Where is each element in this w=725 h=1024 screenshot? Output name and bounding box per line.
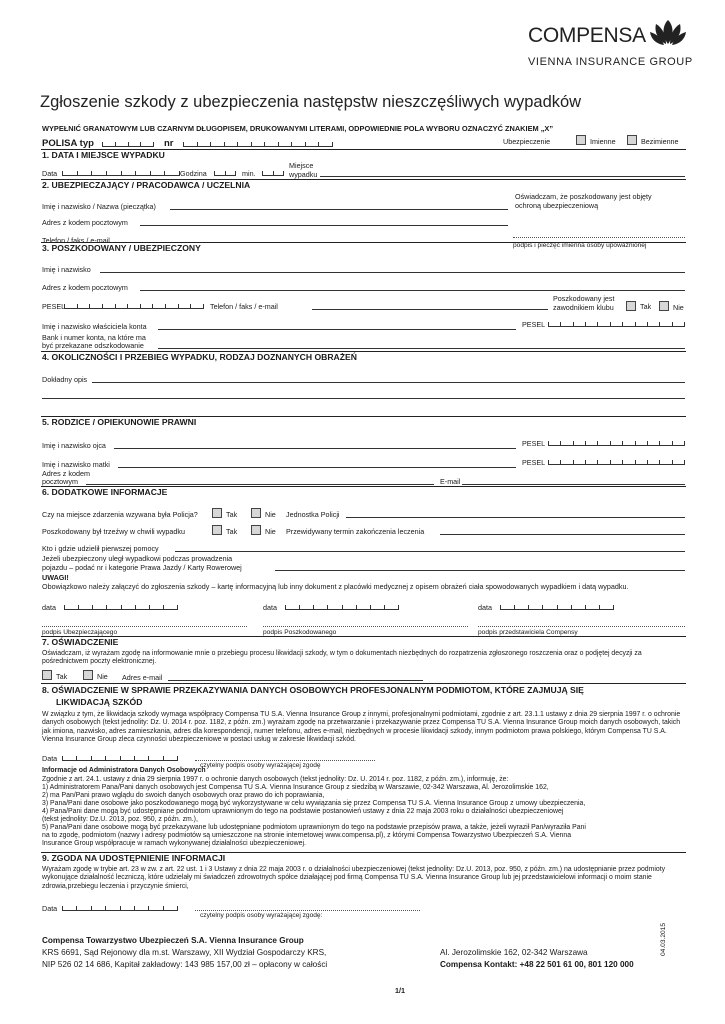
footer-contact: Compensa Kontakt: +48 22 501 61 00, 801 120 000 [440, 960, 634, 969]
oswiadczam-line-2: ochroną ubezpieczeniową [515, 201, 599, 210]
bank-label-1: Bank i numer konta, na które ma [42, 333, 146, 342]
email-consent-tak-label: Tak [56, 672, 68, 681]
description-line-2[interactable] [42, 398, 685, 399]
signature-date-label-2: data [263, 603, 277, 612]
s8-signature-field[interactable] [195, 760, 375, 761]
miejsce-label-2: wypadku [289, 170, 318, 179]
s8-date-label: Data [42, 754, 58, 763]
parents-email-field[interactable] [462, 484, 685, 485]
policyholder-signature-field[interactable] [42, 626, 247, 627]
miejsce-label-1: Miejsce [289, 161, 314, 170]
group-name: VIENNA INSURANCE GROUP [528, 56, 693, 68]
signature-date-field-3[interactable] [500, 605, 614, 610]
admin-info-item-5a: 5) Pana/Pani dane osobowe mogą być przekazywane lub udostępniane podmiotom uprawnionym do tego na podstawie przepisów prawa, a także, jeżeli wyraził Pan/wyraziła Pani [42, 824, 586, 831]
admin-info-intro: Zgodnie z art. 24.1. ustawy z dnia 29 sierpnia 1997 r. o ochronie danych osobowych (tekst jednolity: Dz. U. 2014 r. poz. 1182, z późn. zm.), informuję, że: [42, 776, 509, 783]
bezimienne-label: Bezimienne [641, 137, 679, 146]
police-tak-checkbox[interactable] [212, 508, 222, 518]
father-pesel-field[interactable] [548, 441, 685, 446]
policyholder-address-field[interactable] [140, 225, 508, 226]
authorized-signature-field[interactable] [513, 237, 685, 238]
admin-info-item-3: 3) Pana/Pani dane osobowe jako poszkodowanego mogą być wykorzystywane w celu wywiązania się przez Compensa TU S.A. Vienna Insurance Group z umowy ubezpieczenia, [42, 800, 586, 807]
statement-8-text: W związku z tym, że likwidacja szkody wymaga współpracy Compensa TU S.A. Vienna Insurance Group z innymi, profesjonalnymi podmiotami, zgodnie z art. 23.1.1 ustawy z dnia 29 sierpnia 1997 r. o ochronie danych osobowych (tekst jednolity: Dz. U. 2014 r. poz. 1182, z późn. zm.) wyrażam zgodę na przetwarzanie i przekazywanie przez Compensa TU S.A. Vienna Insurance Group moich danych osobowych, takich jak imiona, nazwisko, adres zamieszkania, adres dla korespondencji, numer telefonu, adres e-mail, niezbędnych w procesie likwidacji szkody, innym podmiotom prawa polskiego, którym Compensa TU S.A. Vienna Insurance Group zleca czynności ubezpieczeniowe w postaci usług w zakresie likwidacji szkód. [42, 711, 681, 744]
godzina-label: Godzina [180, 169, 207, 178]
footer-nip: NIP 526 02 14 686, Kapitał zakładowy: 143 985 157,00 zł – opłacony w całości [42, 960, 328, 969]
driving-license-field[interactable] [275, 570, 685, 571]
minute-field[interactable] [262, 171, 284, 176]
insured-address-label: Adres z kodem pocztowym [42, 283, 128, 292]
father-name-field[interactable] [114, 448, 516, 449]
signature-date-label-1: data [42, 603, 56, 612]
parents-address-label-2: pocztowym [42, 477, 78, 486]
policyholder-name-field[interactable] [170, 209, 508, 210]
policyholder-name-label: Imię i nazwisko / Nazwa (pieczątka) [42, 202, 156, 211]
bank-account-field[interactable] [158, 348, 685, 349]
section-3-title: 3. POSZKODOWANY / UBEZPIECZONY [42, 243, 201, 253]
mother-pesel-label: PESEL [522, 458, 546, 467]
club-nie-label: Nie [673, 303, 684, 312]
polisa-number-field[interactable] [183, 142, 333, 147]
description-label: Dokładny opis [42, 375, 88, 384]
policyholder-address-label: Adres z kodem pocztowym [42, 218, 128, 227]
club-nie-checkbox[interactable] [659, 301, 669, 311]
nr-label: nr [164, 138, 174, 149]
signature-date-label-3: data [478, 603, 492, 612]
bezimienne-checkbox[interactable] [627, 135, 637, 145]
police-unit-label: Jednostka Policji [286, 510, 340, 519]
section-1-title: 1. DATA I MIEJSCE WYPADKU [42, 150, 165, 160]
footer-address: Al. Jerozolimskie 162, 02-342 Warszawa [440, 948, 588, 957]
date-field[interactable] [62, 171, 180, 176]
page-number: 1/1 [395, 986, 405, 995]
treatment-end-label: Przewidywany termin zakończenia leczenia [286, 527, 425, 536]
signature-date-field-1[interactable] [64, 605, 178, 610]
sober-nie-checkbox[interactable] [251, 525, 261, 535]
club-tak-checkbox[interactable] [626, 301, 636, 311]
driver-label-1: Jeżeli ubezpieczony uległ wypadkowi podczas prowadzenia [42, 554, 233, 563]
section-7-title: 7. OŚWIADCZENIE [42, 637, 119, 647]
police-nie-checkbox[interactable] [251, 508, 261, 518]
injured-signature-field[interactable] [263, 626, 468, 627]
club-label-2: zawodnikiem klubu [553, 303, 614, 312]
policyholder-signature-caption: podpis Ubezpieczającego [42, 629, 118, 636]
admin-info-item-5c: Insurance Group współpracuje w ramach wykonywanej działalności ubezpieczeniowej. [42, 840, 306, 847]
description-line-1[interactable] [92, 382, 685, 383]
policyholder-phone-label: Telefon / faks / e-mail [42, 236, 110, 245]
sober-question: Poszkodowany był trzeźwy w chwili wypadku [42, 527, 186, 536]
s9-date-field[interactable] [62, 906, 178, 911]
sober-tak-label: Tak [226, 527, 238, 536]
polisa-label: POLISA typ [42, 138, 94, 149]
s9-date-label: Data [42, 904, 58, 913]
insured-name-label: Imię i nazwisko [42, 265, 91, 274]
imienne-label: Imienne [590, 137, 616, 146]
hour-field[interactable] [214, 171, 236, 176]
section-2-title: 2. UBEZPIECZAJĄCY / PRACODAWCA / UCZELNIA [42, 180, 251, 190]
signature-date-field-2[interactable] [285, 605, 399, 610]
bank-label-2: być przekazane odszkodowanie [42, 341, 144, 350]
first-aid-label: Kto i gdzie udzielił pierwszej pomocy [42, 544, 159, 553]
section-5-title: 5. RODZICE / OPIEKUNOWIE PRAWNI [42, 417, 197, 427]
sober-nie-label: Nie [265, 527, 276, 536]
section-9-title: 9. ZGODA NA UDOSTĘPNIENIE INFORMACJI [42, 853, 226, 863]
first-aid-field[interactable] [175, 551, 685, 552]
mother-pesel-field[interactable] [548, 460, 685, 465]
s9-signature-caption: czytelny podpis osoby wyrażającej zgodę: [200, 912, 323, 919]
insured-address-field[interactable] [140, 290, 685, 291]
admin-info-item-4b: (tekst jednolity: Dz.U. 2013, poz. 950, z późn. zm.), [42, 816, 198, 823]
police-unit-field[interactable] [346, 517, 685, 518]
admin-info-item-1: 1) Administratorem Pana/Pani danych osobowych jest Compensa TU S.A. Vienna Insurance Group z siedzibą w Warszawie, 02-342 Warszawa, Al. Jerozolimskie 162, [42, 784, 549, 791]
ubezpieczenie-label: Ubezpieczenie [503, 137, 551, 146]
admin-info-title: Informacje od Administratora Danych Osobowych [42, 767, 206, 774]
parents-address-field[interactable] [86, 484, 434, 485]
brand-logo-text: COMPENSA [528, 24, 646, 47]
statement-7-text: Oświadczam, iż wyrażam zgodę na informowanie mnie o przebiegu procesu likwidacji szkody, w tym o dokumentach niezbędnych do rozpatrzenia zgłoszonego roszczenia oraz o podjętej decyzji za pośrednictwem poczty elektronicznej. [42, 650, 642, 666]
instruction-text: WYPEŁNIĆ GRANATOWYM LUB CZARNYM DŁUGOPISEM, DRUKOWANYMI LITERAMI, ODPOWIEDNIE POLA WYBORU OZNACZYĆ ZNAKIEM „X” [42, 124, 554, 133]
insured-name-field[interactable] [100, 272, 685, 273]
father-pesel-label: PESEL [522, 439, 546, 448]
email-consent-tak-checkbox[interactable] [42, 670, 52, 680]
treatment-end-field[interactable] [440, 534, 685, 535]
oswiadczam-line-1: Oświadczam, że poszkodowany jest objęty [515, 192, 652, 201]
insured-phone-field[interactable] [312, 309, 548, 310]
parents-address-label-1: Adres z kodem [42, 469, 90, 478]
club-tak-label: Tak [640, 302, 652, 311]
injured-signature-caption: podpis Poszkodowanego [263, 629, 337, 636]
data-label: Data [42, 169, 58, 178]
consent-email-field[interactable] [168, 680, 423, 681]
club-label-1: Poszkodowany jest [553, 294, 615, 303]
place-field[interactable] [320, 176, 685, 177]
polisa-type-field[interactable] [102, 142, 154, 147]
mother-name-label: Imię i nazwisko matki [42, 460, 110, 469]
police-tak-label: Tak [226, 510, 238, 519]
footer-company: Compensa Towarzystwo Ubezpieczeń S.A. Vienna Insurance Group [42, 936, 304, 945]
driver-label-2: pojazdu – podać nr i kategorie Prawa Jazdy / Karty Rowerowej [42, 563, 242, 572]
page-title: Zgłoszenie szkody z ubezpieczenia następstw nieszczęśliwych wypadków [40, 93, 582, 111]
admin-info-item-5b: na to zgodę, podmiotom (nazwy i adresy podmiotów są umieszczone na stronie internetowej www.compensa.pl), z którymi Compensa Towarzystwo Ubezpieczeń S.A. Vienna [42, 832, 572, 839]
sober-tak-checkbox[interactable] [212, 525, 222, 535]
parents-email-label: E-mail [440, 477, 461, 486]
s8-signature-caption: czytelny podpis osoby wyrażającej zgodę [200, 762, 321, 769]
father-name-label: Imię i nazwisko ojca [42, 441, 106, 450]
insured-pesel-label: PESEL [42, 302, 66, 311]
s9-signature-field[interactable] [195, 910, 420, 911]
account-owner-label: Imię i nazwisko właściciela konta [42, 322, 147, 331]
statement-9-text: Wyrażam zgodę w trybie art. 23 w zw. z art. 22 ust. 1 i 3 Ustawy z dnia 22 maja 2003 r. o działalności ubezpieczeniowej (tekst jednolity: Dz.U. 2013, poz. 950, z późn. zm.) na udostępnianie przez podmioty wykonujące działalność leczniczą, które udzielały mi świadczeń zdrowotnych spółce działającej pod firmą Compensa TU S.A. Vienna Insurance Group lub jej przedstawicielowi informacji o moim stanie zdrowia,przebiegu leczenia i przyczynie śmierci, [42, 866, 666, 890]
police-nie-label: Nie [265, 510, 276, 519]
s8-date-field[interactable] [62, 756, 178, 761]
footer-krs: KRS 6691, Sąd Rejonowy dla m.st. Warszawy, XII Wydział Gospodarczy KRS, [42, 948, 327, 957]
account-owner-field[interactable] [158, 329, 516, 330]
lotus-logo-icon [650, 18, 686, 46]
insured-pesel-field[interactable] [64, 304, 204, 309]
min-label: min. [242, 169, 256, 178]
consent-email-label: Adres e-mail [122, 673, 163, 682]
footer-date-code: 04.03.2015 [660, 922, 667, 956]
owner-pesel-field[interactable] [548, 322, 685, 327]
authorized-signature-caption: podpis i pieczęć imienna osoby upoważnionej [513, 242, 647, 249]
mother-name-field[interactable] [118, 467, 516, 468]
section-4-title: 4. OKOLICZNOŚCI I PRZEBIEG WYPADKU, RODZAJ DOZNANYCH OBRAŻEŃ [42, 352, 357, 362]
compensa-signature-caption: podpis przedstawiciela Compensy [478, 629, 578, 636]
owner-pesel-label: PESEL [522, 320, 546, 329]
admin-info-item-2: 2) ma Pan/Pani prawo wglądu do swoich danych osobowych oraz prawo do ich poprawiania, [42, 792, 325, 799]
police-question: Czy na miejsce zdarzenia wzywana była Policja? [42, 510, 198, 519]
section-6-title: 6. DODATKOWE INFORMACJE [42, 487, 168, 497]
section-8-title-2: LIKWIDACJĄ SZKÓD [56, 697, 143, 707]
imienne-checkbox[interactable] [576, 135, 586, 145]
section-8-title-1: 8. OŚWIADCZENIE W SPRAWIE PRZEKAZYWANIA DANYCH OSOBOWYCH PROFESJONALNYM PODMIOTOM, KTÓRE ZAJMUJĄ SIĘ [42, 685, 584, 695]
uwagi-text: Obowiązkowo należy załączyć do zgłoszenia szkody – kartę informacyjną lub inny dokument z placówki medycznej z opisem obrażeń ciała spowodowanych wypadkiem i datą wypadku. [42, 582, 629, 591]
compensa-signature-field[interactable] [478, 626, 685, 627]
admin-info-item-4a: 4) Pana/Pani dane mogą być udostępniane podmiotom uprawnionym do tego na podstawie postanowień ustawy z dnia 22 maja 2003 roku o działalności ubezpieczeniowej [42, 808, 564, 815]
email-consent-nie-checkbox[interactable] [83, 670, 93, 680]
insured-phone-label: Telefon / faks / e-mail [210, 302, 278, 311]
uwagi-title: UWAGI! [42, 573, 69, 582]
email-consent-nie-label: Nie [97, 672, 108, 681]
